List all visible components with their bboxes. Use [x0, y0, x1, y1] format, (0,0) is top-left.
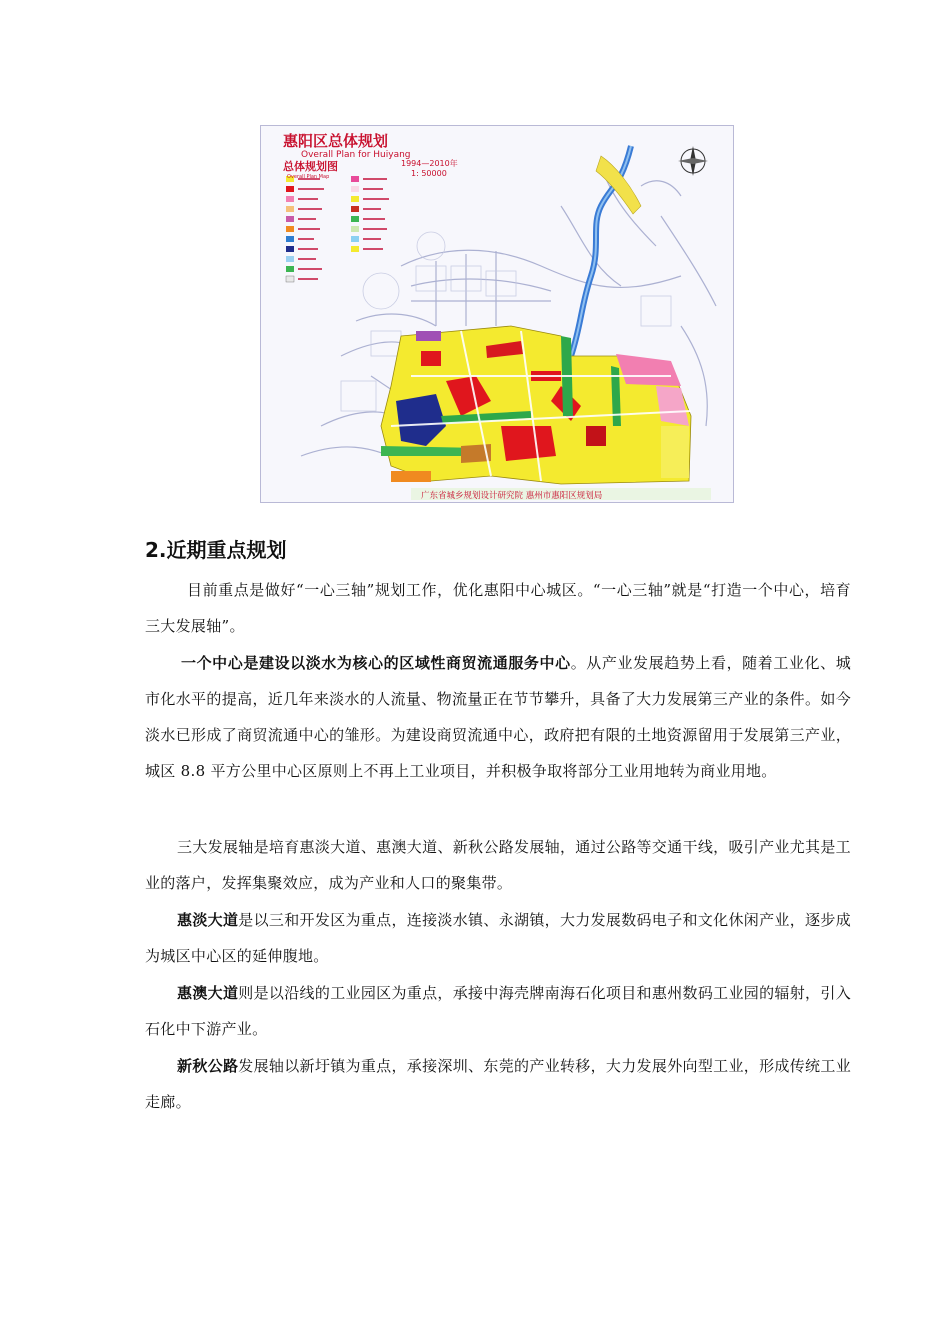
map-subtitle-cn: 总体规划图 — [283, 160, 338, 173]
paragraph-huidan-body: 是以三和开发区为重点，连接淡水镇、永湖镇，大力发展数码电子和文化休闲产业，逐步成为城区中心区的延伸腹地。 — [145, 911, 851, 965]
paragraph-huiao-body: 则是以沿线的工业园区为重点，承接中海壳牌南海石化项目和惠州数码工业园的辐射，引入石化中下游产业。 — [145, 984, 851, 1038]
map-credit: 广东省城乡规划设计研究院 惠州市惠阳区规划局 — [421, 491, 603, 501]
paragraph-huiao-lead: 惠澳大道 — [177, 984, 239, 1002]
planning-map — [261, 126, 733, 502]
map-years: 1994—2010年 — [401, 159, 458, 168]
paragraph-xinqiu-lead: 新秋公路 — [177, 1057, 239, 1075]
paragraph-xinqiu-body: 发展轴以新圩镇为重点，承接深圳、东莞的产业转移，大力发展外向型工业，形成传统工业走廊。 — [145, 1057, 851, 1111]
paragraph-center-lead: 一个中心是建设以淡水为核心的区域性商贸流通服务中心 — [181, 654, 571, 672]
map-title-cn: 惠阳区总体规划 — [283, 132, 389, 150]
paragraph-center — [145, 645, 851, 789]
planning-map-figure — [260, 125, 734, 503]
paragraph-axes: 三大发展轴是培育惠淡大道、惠澳大道、新秋公路发展轴，通过公路等交通干线，吸引产业尤其是工业的落户，发挥集聚效应，成为产业和人口的聚集带。 — [145, 838, 851, 892]
map-scale: 1: 50000 — [411, 169, 447, 178]
paragraph-xinqiu — [145, 1048, 851, 1120]
map-title-en: Overall Plan for Huiyang — [301, 150, 411, 160]
map-subtitle-en: Overall Plan Map — [287, 174, 330, 180]
paragraph-intro: 目前重点是做好“一心三轴”规划工作，优化惠阳中心城区。“一心三轴”就是“打造一个中心，培育三大发展轴”。 — [145, 581, 851, 635]
paragraph-center-body: 。从产业发展趋势上看，随着工业化、城市化水平的提高，近几年来淡水的人流量、物流量正在节节攀升，具备了大力发展第三产业的条件。如今淡水已形成了商贸流通中心的雏形。为建设商贸流通中心，政府把有限的土地资源留用于发展第三产业，城区 8.8 平方公里中心区原则上不再上工业项目，并积极争取将部分工业用地转为商业用地。 — [145, 654, 851, 780]
section-heading: 2.近期重点规划 — [145, 538, 287, 562]
paragraph-huidan — [145, 902, 851, 974]
paragraph-huiao — [145, 975, 851, 1047]
paragraph-huidan-lead: 惠淡大道 — [177, 911, 239, 929]
